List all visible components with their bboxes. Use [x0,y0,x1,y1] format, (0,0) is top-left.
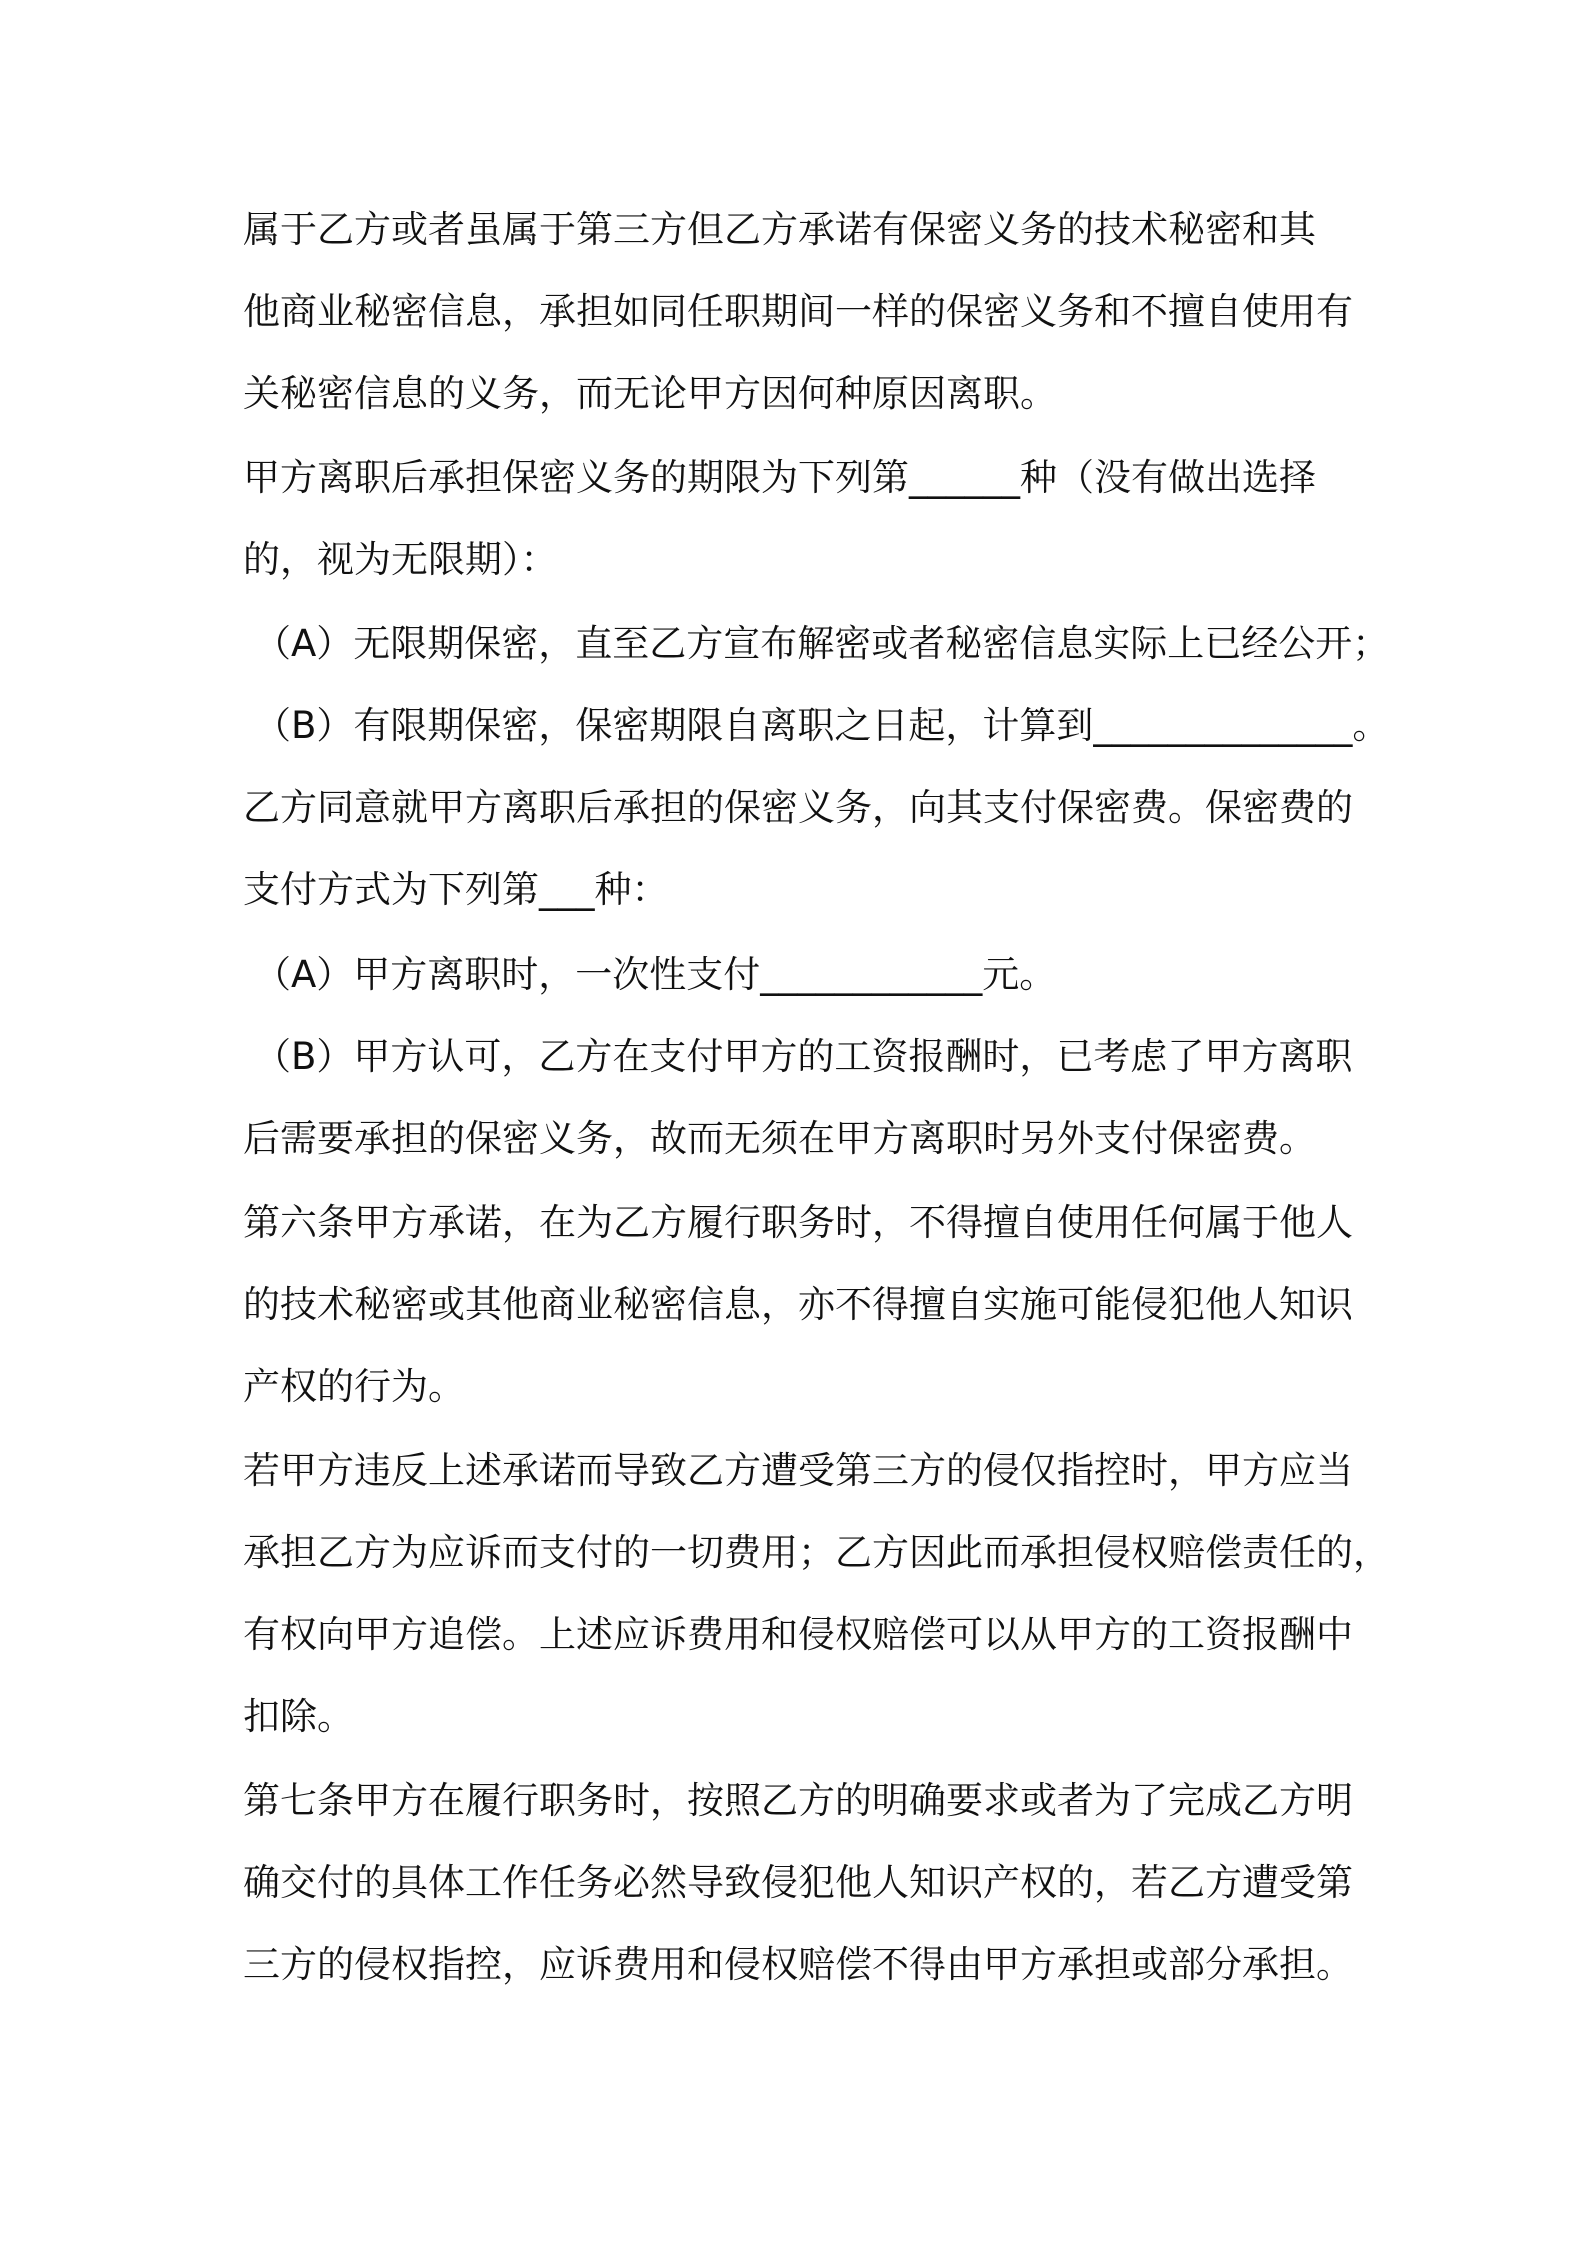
paragraph-line: 甲方离职后承担保密义务的期限为下列第______种（没有做出选择 [243,456,1316,499]
paragraph-line: 确交付的具体工作任务必然导致侵犯他人知识产权的，若乙方遭受第 [243,1861,1353,1904]
paragraph-line: 承担乙方为应诉而支付的一切费用；乙方因此而承担侵权赔偿责任的， [243,1531,1390,1574]
option-line: （B）甲方认可，乙方在支付甲方的工资报酬时，已考虑了甲方离职 [254,1035,1353,1078]
paragraph-line: 他商业秘密信息，承担如同任职期间一样的保密义务和不擅自使用有 [243,290,1353,333]
paragraph-line: 的，视为无限期）： [243,538,558,581]
option-line: （A）无限期保密，直至乙方宣布解密或者秘密信息实际上已经公开； [254,622,1390,665]
paragraph-line: 产权的行为。 [243,1365,465,1408]
paragraph-line: 三方的侵权指控，应诉费用和侵权赔偿不得由甲方承担或部分承担。 [243,1943,1353,1986]
article-line: 第六条甲方承诺，在为乙方履行职务时，不得擅自使用任何属于他人 [243,1201,1353,1244]
paragraph-line: 乙方同意就甲方离职后承担的保密义务，向其支付保密费。保密费的 [243,786,1353,829]
option-line: （B）有限期保密，保密期限自离职之日起，计算到______________。 [254,704,1390,747]
paragraph-line: 属于乙方或者虽属于第三方但乙方承诺有保密义务的技术秘密和其 [243,208,1316,251]
paragraph-line: 支付方式为下列第___种： [243,868,669,911]
paragraph-line: 关秘密信息的义务，而无论甲方因何种原因离职。 [243,372,1057,415]
option-line: （A）甲方离职时，一次性支付____________元。 [254,953,1057,996]
paragraph-line: 后需要承担的保密义务，故而无须在甲方离职时另外支付保密费。 [243,1117,1316,1160]
paragraph-line: 的技术秘密或其他商业秘密信息，亦不得擅自实施可能侵犯他人知识 [243,1283,1353,1326]
paragraph-line: 若甲方违反上述承诺而导致乙方遭受第三方的侵仅指控时，甲方应当 [243,1449,1353,1492]
paragraph-line: 扣除。 [243,1695,354,1738]
paragraph-line: 有权向甲方追偿。上述应诉费用和侵权赔偿可以从甲方的工资报酬中 [243,1613,1353,1656]
article-line: 第七条甲方在履行职务时，按照乙方的明确要求或者为了完成乙方明 [243,1779,1353,1822]
